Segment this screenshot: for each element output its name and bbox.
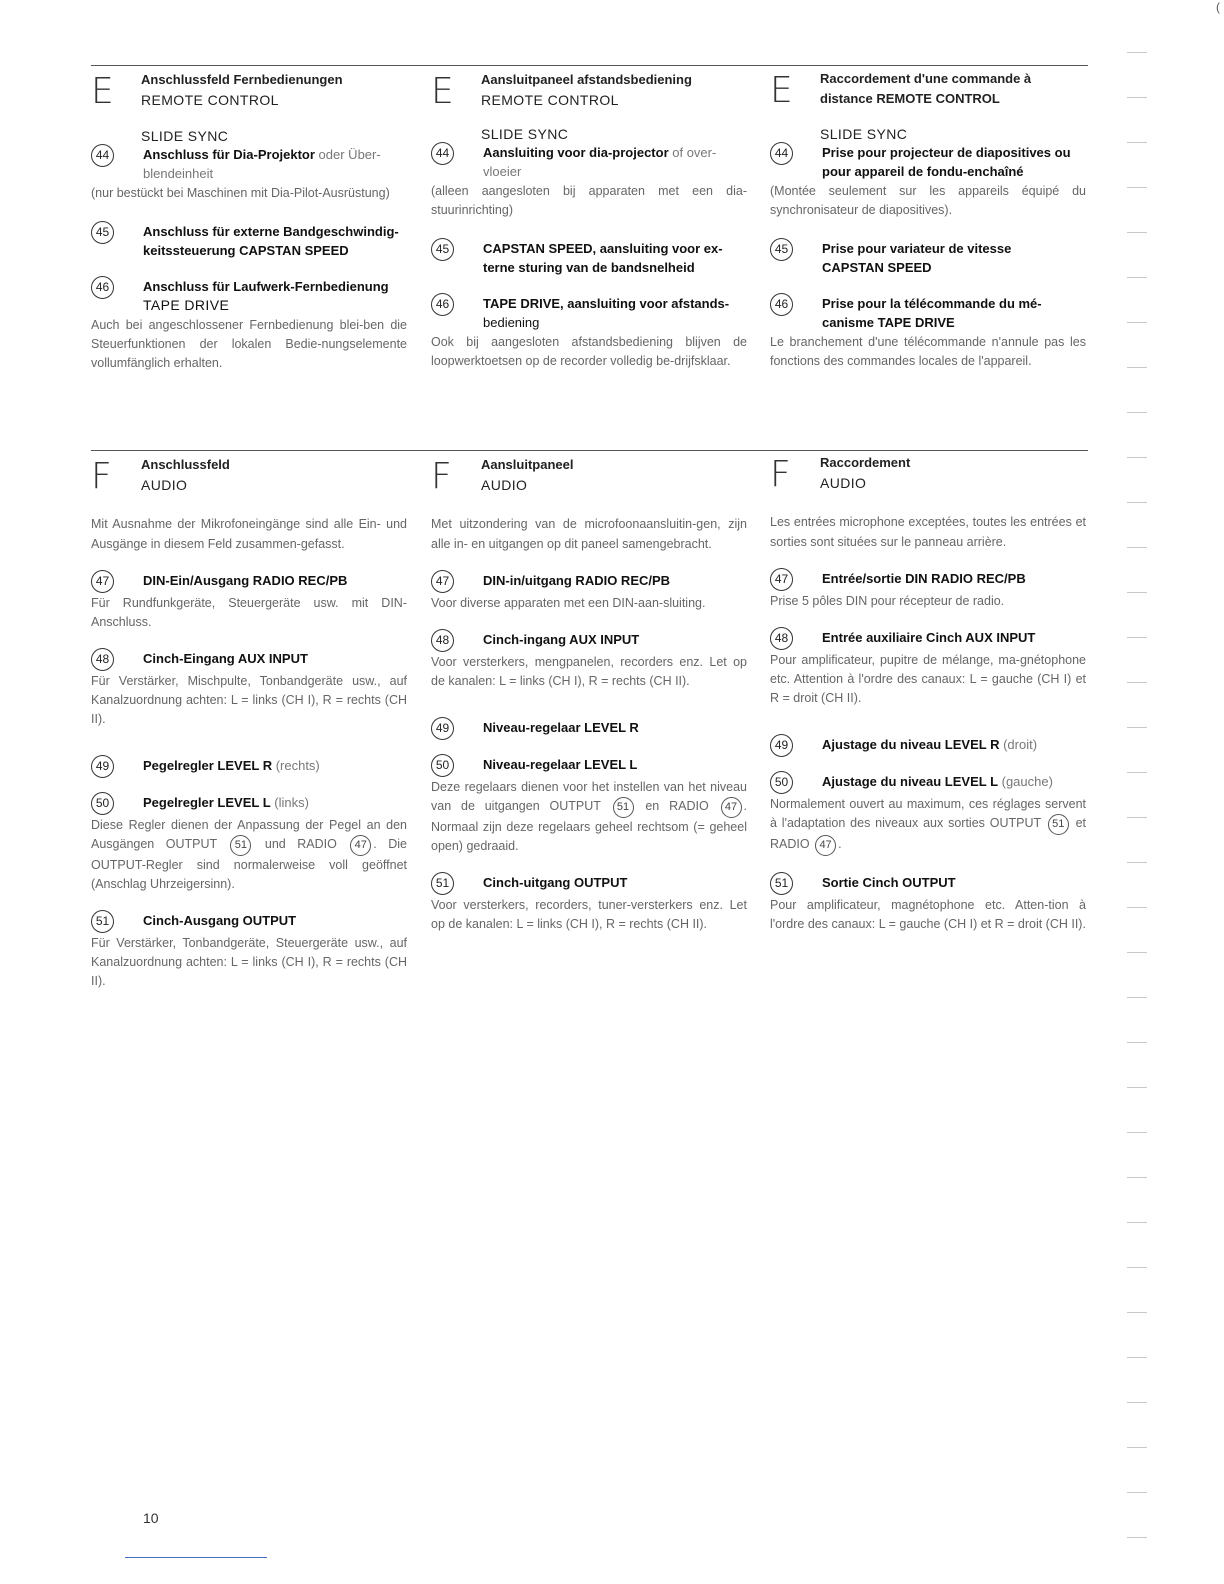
cross-reference-51: 51 <box>230 835 251 856</box>
item-number-48: 48 <box>431 629 454 652</box>
section-f-german <box>91 455 407 991</box>
section-title-line1: Anschlussfeld <box>141 457 230 472</box>
item-title <box>143 570 347 590</box>
item-46 <box>431 293 747 371</box>
item-title <box>483 754 637 774</box>
item-46 <box>91 276 407 373</box>
item-title-continued: bediening <box>483 315 540 330</box>
section-e-rule <box>91 65 1088 66</box>
item-title-bold: Entrée auxiliaire Cinch AUX INPUT <box>822 630 1036 645</box>
item-description: Pour amplificateur, magnétophone etc. Atten-tion à l'ordre des canaux: L = gauche (CH I) et R = droit (CH II). <box>770 898 1086 931</box>
item-number-51: 51 <box>770 872 793 895</box>
margin-tick <box>1127 862 1147 863</box>
item-title-bold: CAPSTAN SPEED, aansluiting voor ex- <box>483 241 723 256</box>
section-header <box>770 69 1086 115</box>
margin-tick <box>1127 1357 1147 1358</box>
margin-tick <box>1127 592 1147 593</box>
item-title <box>483 629 639 649</box>
margin-tick <box>1127 232 1147 233</box>
section-f-french <box>770 453 1086 934</box>
item-title-continued: vloeier <box>483 164 522 179</box>
margin-tick <box>1127 277 1147 278</box>
item-number-51: 51 <box>91 910 114 933</box>
item-49 <box>431 717 747 740</box>
desc-text: . <box>838 837 842 851</box>
item-title <box>483 872 627 892</box>
item-title-bold: Entrée/sortie DIN RADIO REC/PB <box>822 571 1026 586</box>
desc-text: Deze regelaars dienen voor het instellen van het niveau van de uitgangen OUTPUT <box>431 780 747 813</box>
page-number: 10 <box>143 1510 159 1526</box>
item-44 <box>431 142 747 220</box>
section-header <box>91 70 407 116</box>
section-title-line1: Raccordement d'une commande à <box>820 71 1032 86</box>
item-title-bold: Ajustage du niveau LEVEL L <box>822 774 999 789</box>
item-description: Auch bei angeschlossener Fernbedienung blei-ben die Steuerfunktionen der lokalen Bedie-nungselemente vollumfänglich erhalten. <box>91 318 407 370</box>
desc-text: Normalement ouvert au maximum, ces réglages servent à l'adaptation des niveaux aux sorties OUTPUT <box>770 797 1086 830</box>
section-intro: Mit Ausnahme der Mikrofoneingänge sind alle Ein- und Ausgänge in diesem Feld zusammen-gefasst. <box>91 517 407 551</box>
section-title-line2: REMOTE CONTROL <box>481 92 619 108</box>
corner-mark: ( <box>1216 0 1220 14</box>
section-title-line2: AUDIO <box>820 475 867 491</box>
section-title-line1: Aansluitpaneel afstandsbediening <box>481 72 692 87</box>
item-50 <box>431 754 747 856</box>
item-number-48: 48 <box>770 627 793 650</box>
slide-sync-label: SLIDE SYNC <box>481 126 569 142</box>
item-46 <box>770 293 1086 371</box>
item-number-48: 48 <box>91 648 114 671</box>
item-title <box>143 755 320 775</box>
item-title-bold: Prise pour projecteur de diapositives ou <box>822 145 1071 160</box>
item-48 <box>770 627 1086 708</box>
item-number-47: 47 <box>91 570 114 593</box>
cross-reference-47: 47 <box>815 835 836 856</box>
margin-tick <box>1127 907 1147 908</box>
item-number-50: 50 <box>431 754 454 777</box>
item-title <box>483 293 729 332</box>
item-title-continued: pour appareil de fondu-enchaîné <box>822 164 1024 179</box>
item-title-bold: TAPE DRIVE, aansluiting voor afstands- <box>483 296 730 311</box>
margin-tick <box>1127 367 1147 368</box>
section-f-dutch <box>431 455 747 934</box>
item-title-bold: Anschluss für Laufwerk-Fernbedienung <box>143 279 389 294</box>
section-header <box>770 453 1086 499</box>
margin-tick <box>1127 1267 1147 1268</box>
item-title-bold: Cinch-uitgang OUTPUT <box>483 875 628 890</box>
section-title <box>820 69 1031 109</box>
item-title-continued: keitssteuerung CAPSTAN SPEED <box>143 243 349 258</box>
item-number-46: 46 <box>91 276 114 299</box>
item-number-44: 44 <box>91 144 114 167</box>
section-title-line1: Raccordement <box>820 455 911 470</box>
item-title-bold: DIN-in/uitgang RADIO REC/PB <box>483 573 671 588</box>
item-description: Für Verstärker, Mischpulte, Tonbandgeräte usw., auf Kanalzuordnung achten: L = links (CH I), R = rechts (CH II). <box>91 674 407 726</box>
margin-tick <box>1127 637 1147 638</box>
cross-reference-51: 51 <box>613 797 634 818</box>
section-intro: Les entrées microphone exceptées, toutes les entrées et sorties sont situées sur le panneau arrière. <box>770 515 1086 549</box>
item-description: Pour amplificateur, pupitre de mélange, ma-gnétophone etc. Attention à l'ordre des canaux: L = gauche (CH I) et R = droit (CH II). <box>770 653 1086 705</box>
item-title <box>822 238 1011 277</box>
item-title <box>483 570 670 590</box>
item-description <box>431 778 747 856</box>
section-e-french <box>770 69 1086 371</box>
item-title <box>822 872 956 892</box>
section-title-line2: distance REMOTE CONTROL <box>820 91 1000 106</box>
margin-tick <box>1127 997 1147 998</box>
margin-tick <box>1127 97 1147 98</box>
margin-tick <box>1127 187 1147 188</box>
item-number-46: 46 <box>431 293 454 316</box>
item-title <box>822 568 1026 588</box>
section-header <box>91 455 407 501</box>
item-number-44: 44 <box>770 142 793 165</box>
section-e-dutch <box>431 70 747 371</box>
item-title-light: oder Über- <box>314 147 381 162</box>
bottom-divider <box>125 1557 267 1558</box>
slide-sync-label: SLIDE SYNC <box>141 128 229 144</box>
item-title-bold: Pegelregler LEVEL R <box>143 758 273 773</box>
item-title-light: of over- <box>668 145 717 160</box>
section-title <box>141 455 230 495</box>
cross-reference-47: 47 <box>350 835 371 856</box>
section-title-line2: AUDIO <box>141 477 188 493</box>
item-description: Prise 5 pôles DIN pour récepteur de radio. <box>770 594 1005 608</box>
margin-tick <box>1127 682 1147 683</box>
item-title-continued: blendeinheit <box>143 166 214 181</box>
margin-tick <box>1127 322 1147 323</box>
item-title <box>483 717 639 737</box>
margin-tick <box>1127 412 1147 413</box>
item-number-44: 44 <box>431 142 454 165</box>
margin-tick <box>1127 1042 1147 1043</box>
item-48 <box>91 648 407 729</box>
item-title <box>822 627 1035 647</box>
item-description: Für Verstärker, Tonbandgeräte, Steuergeräte usw., auf Kanalzuordnung achten: L = links (CH I), R = rechts (CH II). <box>91 936 407 988</box>
item-title-bold: Pegelregler LEVEL L <box>143 795 271 810</box>
item-title-bold: Prise pour variateur de vitesse <box>822 241 1012 256</box>
desc-text: . Normaal zijn deze regelaars geheel rechtsom (= geheel open) gedraaid. <box>431 799 747 853</box>
item-title-bold: Anschluss für Dia-Projektor <box>143 147 315 162</box>
item-title-bold: Niveau-regelaar LEVEL R <box>483 720 639 735</box>
item-title <box>143 792 309 812</box>
item-number-49: 49 <box>91 755 114 778</box>
section-title-line2: AUDIO <box>481 477 528 493</box>
item-47 <box>431 570 747 613</box>
item-title <box>143 276 389 315</box>
item-description: (Montée seulement sur les appareils équipé du synchronisateur de diapositives). <box>770 184 1086 217</box>
item-description: Voor diverse apparaten met een DIN-aan-sluiting. <box>431 596 706 610</box>
item-50 <box>91 792 407 894</box>
item-title-bold: Cinch-Ausgang OUTPUT <box>143 913 297 928</box>
section-header <box>431 70 747 116</box>
desc-text: et RADIO <box>770 816 1086 851</box>
margin-tick <box>1127 817 1147 818</box>
item-description: (alleen aangesloten bij apparaten met een dia-stuurinrichting) <box>431 184 747 217</box>
item-description: (nur bestückt bei Maschinen mit Dia-Pilot-Ausrüstung) <box>91 186 390 200</box>
item-51 <box>91 910 407 991</box>
item-45 <box>91 221 407 260</box>
item-title-continued: canisme TAPE DRIVE <box>822 315 955 330</box>
section-title <box>481 70 692 110</box>
item-44 <box>770 142 1086 220</box>
item-title-continued: CAPSTAN SPEED <box>822 260 932 275</box>
item-51 <box>770 872 1086 934</box>
section-title <box>141 70 343 110</box>
item-title-bold: Prise pour la télécommande du mé- <box>822 296 1042 311</box>
item-description: Le branchement d'une télécommande n'annule pas les fonctions des commandes locales de l'appareil. <box>770 335 1086 368</box>
item-number-49: 49 <box>431 717 454 740</box>
item-47 <box>91 570 407 632</box>
margin-tick <box>1127 1492 1147 1493</box>
cross-reference-47: 47 <box>721 797 742 818</box>
desc-text: und RADIO <box>253 837 349 851</box>
item-number-51: 51 <box>431 872 454 895</box>
item-title-bold: Anschluss für externe Bandgeschwindig- <box>143 224 399 239</box>
item-title <box>822 293 1042 332</box>
item-title-light: (links) <box>270 795 309 810</box>
item-49 <box>770 734 1086 757</box>
item-title-light: (rechts) <box>272 758 320 773</box>
section-e-german <box>91 70 407 373</box>
item-description: Für Rundfunkgeräte, Steuergeräte usw. mit DIN-Anschluss. <box>91 596 407 629</box>
section-title-line1: Aansluitpaneel <box>481 457 574 472</box>
item-49 <box>91 755 407 778</box>
section-title-line2: REMOTE CONTROL <box>141 92 279 108</box>
item-title <box>143 221 399 260</box>
section-intro: Met uitzondering van de microfoonaansluitin-gen, zijn alle in- en uitgangen op dit paneel samengebracht. <box>431 517 747 551</box>
item-description: Voor versterkers, mengpanelen, recorders enz. Let op de kanalen: L = links (CH I), R = rechts (CH II). <box>431 655 747 688</box>
margin-tick <box>1127 1402 1147 1403</box>
item-title <box>822 142 1071 181</box>
item-47 <box>770 568 1086 611</box>
section-title <box>820 453 910 493</box>
item-number-47: 47 <box>431 570 454 593</box>
item-45 <box>431 238 747 277</box>
section-letter: F <box>431 456 452 497</box>
margin-tick <box>1127 1132 1147 1133</box>
margin-tick <box>1127 772 1147 773</box>
section-letter: E <box>91 71 114 112</box>
item-description <box>770 795 1086 856</box>
section-title <box>481 455 573 495</box>
margin-tick <box>1127 952 1147 953</box>
section-f-rule <box>91 450 1088 451</box>
item-title-bold: DIN-Ein/Ausgang RADIO REC/PB <box>143 573 348 588</box>
section-letter: E <box>431 71 454 112</box>
item-title <box>143 910 296 930</box>
item-title-continued: terne sturing van de bandsnelheid <box>483 260 695 275</box>
item-title-light: (droit) <box>999 737 1038 752</box>
margin-tick <box>1127 1222 1147 1223</box>
margin-tick <box>1127 1177 1147 1178</box>
cross-reference-51: 51 <box>1048 814 1069 835</box>
item-title-bold: Cinch-ingang AUX INPUT <box>483 632 640 647</box>
item-48 <box>431 629 747 691</box>
item-number-45: 45 <box>770 238 793 261</box>
item-description: Voor versterkers, recorders, tuner-versterkers enz. Let op de kanalen: L = links (CH I), R = rechts (CH II). <box>431 898 747 931</box>
margin-tick <box>1127 502 1147 503</box>
margin-tick <box>1127 142 1147 143</box>
margin-tick <box>1127 52 1147 53</box>
item-title-bold: Sortie Cinch OUTPUT <box>822 875 956 890</box>
item-title-continued: TAPE DRIVE <box>143 297 230 313</box>
item-number-47: 47 <box>770 568 793 591</box>
item-title <box>483 142 716 181</box>
item-title-bold: Aansluiting voor dia-projector <box>483 145 669 160</box>
item-title <box>822 771 1053 791</box>
item-number-49: 49 <box>770 734 793 757</box>
item-title-bold: Ajustage du niveau LEVEL R <box>822 737 1000 752</box>
item-number-50: 50 <box>91 792 114 815</box>
item-title <box>143 144 381 183</box>
item-title-bold: Cinch-Eingang AUX INPUT <box>143 651 308 666</box>
margin-tick <box>1127 1312 1147 1313</box>
section-letter: F <box>770 454 791 495</box>
item-44 <box>91 144 407 203</box>
slide-sync-label: SLIDE SYNC <box>820 126 908 142</box>
item-title-light: (gauche) <box>998 774 1053 789</box>
margin-tick <box>1127 1537 1147 1538</box>
item-title <box>483 238 723 277</box>
margin-tick <box>1127 1447 1147 1448</box>
item-50 <box>770 771 1086 856</box>
item-description <box>91 816 407 894</box>
section-title-line1: Anschlussfeld Fernbedienungen <box>141 72 343 87</box>
section-header <box>431 455 747 501</box>
item-description: Ook bij aangesloten afstandsbediening blijven de loopwerktoetsen op de recorder volledig be-drijfsklaar. <box>431 335 747 368</box>
item-number-50: 50 <box>770 771 793 794</box>
item-number-46: 46 <box>770 293 793 316</box>
margin-tick <box>1127 1087 1147 1088</box>
section-letter: E <box>770 70 793 111</box>
item-number-45: 45 <box>91 221 114 244</box>
item-title <box>822 734 1037 754</box>
item-51 <box>431 872 747 934</box>
margin-tick <box>1127 457 1147 458</box>
item-45 <box>770 238 1086 277</box>
item-number-45: 45 <box>431 238 454 261</box>
section-letter: F <box>91 456 112 497</box>
margin-tick <box>1127 547 1147 548</box>
item-title <box>143 648 308 668</box>
desc-text: . Die OUTPUT-Regler sind normalerweise voll geöffnet (Anschlag Uhrzeigersinn). <box>91 837 408 891</box>
desc-text: en RADIO <box>635 799 719 813</box>
margin-tick <box>1127 727 1147 728</box>
desc-text: Diese Regler dienen der Anpassung der Pegel an den Ausgängen OUTPUT <box>91 818 407 851</box>
item-title-bold: Niveau-regelaar LEVEL L <box>483 757 638 772</box>
